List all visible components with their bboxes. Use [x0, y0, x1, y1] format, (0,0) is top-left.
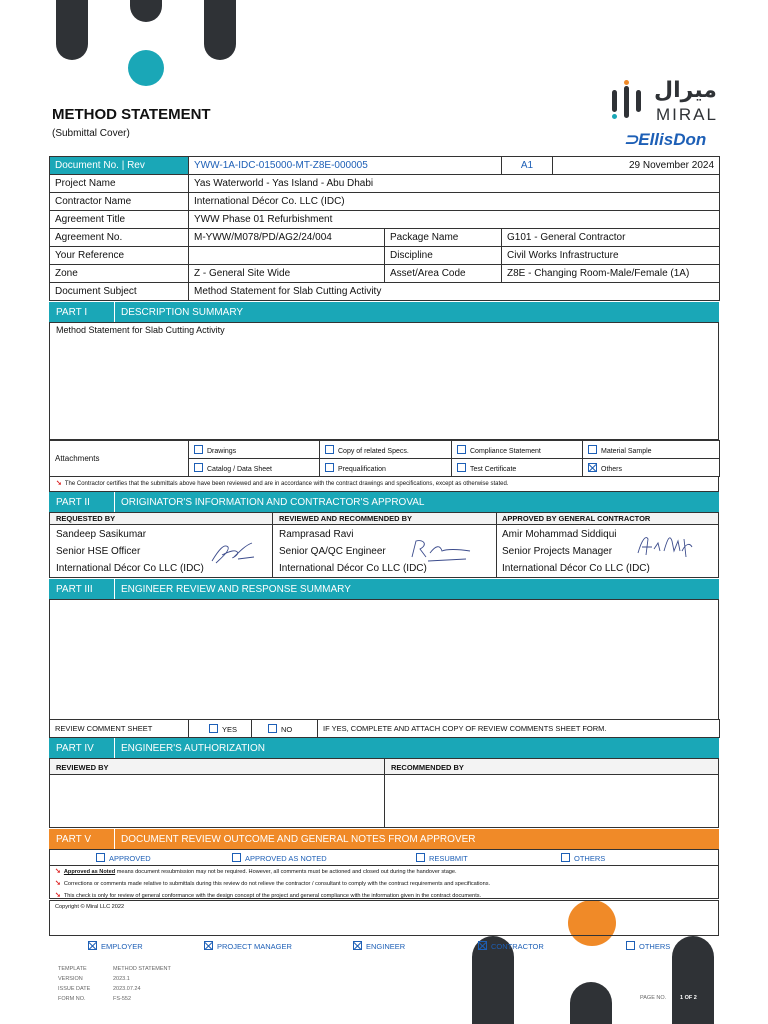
- checkbox-icon[interactable]: [268, 724, 277, 733]
- brand-bar-bottom-2: [570, 982, 612, 1024]
- note-1-bold: Approved as Noted: [63, 869, 116, 875]
- outcome-approved[interactable]: [96, 853, 151, 863]
- distribution-others[interactable]: [626, 941, 670, 951]
- checked-checkbox-icon[interactable]: [353, 941, 362, 950]
- brand-dot-teal: [128, 50, 164, 86]
- certify-note-text: The Contractor certifies that the submittals above have been reviewed and are in accordance with the contract drawings and specifications, except as otherwise stated.: [64, 481, 509, 487]
- part5-number: PART V: [49, 829, 115, 849]
- note-2-text: Corrections or comments made relative to submittals during this review do not relieve the contractor / consultant to comply with the contract requirements and specifications.: [63, 881, 491, 887]
- outcome-resubmit[interactable]: [416, 853, 468, 863]
- part2-header: [49, 492, 719, 512]
- contractor-label: Contractor Name: [50, 193, 189, 211]
- distribution-label: EMPLOYER: [101, 942, 143, 951]
- zone-label: Zone: [50, 265, 189, 283]
- outcome-label: APPROVED: [109, 854, 151, 863]
- attachment-label: Material Sample: [601, 447, 652, 455]
- reviewer-name: Ramprasad Ravi: [279, 529, 354, 540]
- copyright-text: Copyright © Miral LLC 2022: [55, 904, 125, 910]
- agreement-no-label: Agreement No.: [50, 229, 189, 247]
- outcome-options: [49, 849, 719, 866]
- distribution-list: [88, 941, 728, 955]
- authorization-box: [49, 758, 719, 828]
- checkbox-icon[interactable]: [626, 941, 635, 950]
- checkbox-icon[interactable]: [588, 445, 597, 454]
- checkbox-icon[interactable]: [209, 724, 218, 733]
- page-number-label: PAGE NO.: [640, 995, 667, 1001]
- checkbox-icon[interactable]: [457, 445, 466, 454]
- part2-title: ORIGINATOR'S INFORMATION AND CONTRACTOR'S APPROVAL: [121, 496, 425, 508]
- arrow-icon: ➘: [55, 892, 61, 899]
- general-notes: [49, 866, 719, 899]
- reviewer-signature-icon: [406, 535, 476, 565]
- requester-name: Sandeep Sasikumar: [56, 529, 147, 540]
- checkbox-icon[interactable]: [416, 853, 425, 862]
- doc-number-label: Document No. | Rev: [50, 157, 189, 175]
- distribution-label: OTHERS: [639, 942, 671, 951]
- part4-header: [49, 738, 719, 758]
- requester-company: International Décor Co LLC (IDC): [56, 563, 204, 574]
- logo-dot-teal: [612, 114, 617, 119]
- client-logo: [596, 72, 734, 150]
- revision-value: A1: [502, 157, 553, 175]
- approver-name: Amir Mohammad Siddiqui: [502, 529, 617, 540]
- part4-title: ENGINEER'S AUTHORIZATION: [121, 742, 265, 754]
- discipline-value: Civil Works Infrastructure: [502, 247, 720, 265]
- project-name-value: Yas Waterworld - Yas Island - Abu Dhabi: [189, 175, 720, 193]
- attachment-material-sample[interactable]: [583, 441, 720, 459]
- logo-arabic-text: ميرال: [654, 78, 717, 103]
- attachment-label: Prequalification: [338, 465, 386, 473]
- project-name-label: Project Name: [50, 175, 189, 193]
- attachment-specs[interactable]: [320, 441, 452, 459]
- distribution-contractor[interactable]: [478, 941, 544, 951]
- attachment-label: Catalog / Data Sheet: [207, 465, 272, 473]
- approved-by-label: APPROVED BY GENERAL CONTRACTOR: [502, 514, 651, 523]
- issue-date-value: 2023.07.24: [113, 986, 141, 992]
- attachment-label: Copy of related Specs.: [338, 447, 409, 455]
- part2-number: PART II: [49, 492, 115, 512]
- logo-miral-text: MIRAL: [656, 105, 718, 124]
- checked-checkbox-icon[interactable]: [588, 463, 597, 472]
- header-table: [49, 156, 720, 301]
- outcome-label: APPROVED AS NOTED: [245, 854, 327, 863]
- reviewed-by-block: [279, 526, 427, 577]
- attachment-test-certificate[interactable]: [452, 459, 583, 477]
- distribution-label: CONTRACTOR: [491, 942, 544, 951]
- attachment-label: Test Certificate: [470, 465, 517, 473]
- checkbox-icon[interactable]: [457, 463, 466, 472]
- document-title: METHOD STATEMENT: [52, 106, 211, 123]
- part1-number: PART I: [49, 302, 115, 322]
- part4-number: PART IV: [49, 738, 115, 758]
- yes-label: YES: [222, 724, 238, 734]
- certify-note: [50, 476, 718, 490]
- requester-signature-icon: [208, 533, 258, 569]
- logo-ellisdon-text: ⊃EllisDon: [624, 130, 707, 149]
- logo-bar-1: [612, 90, 617, 112]
- distribution-label: ENGINEER: [366, 942, 406, 951]
- logo-bar-2: [624, 86, 629, 118]
- checked-checkbox-icon[interactable]: [88, 941, 97, 950]
- distribution-project-manager[interactable]: [204, 941, 292, 951]
- attachment-label: Drawings: [207, 447, 237, 455]
- reference-value: [189, 247, 385, 265]
- attachment-compliance[interactable]: [452, 441, 583, 459]
- review-comment-table: [49, 719, 720, 738]
- asset-value: Z8E - Changing Room-Male/Female (1A): [502, 265, 720, 283]
- part5-header: [49, 829, 719, 849]
- requested-by-block: [56, 526, 204, 577]
- contractor-value: International Décor Co. LLC (IDC): [189, 193, 720, 211]
- part3-number: PART III: [49, 579, 115, 599]
- part3-header: [49, 579, 719, 599]
- reviewed-by-label: REVIEWED AND RECOMMENDED BY: [279, 514, 413, 523]
- reviewer-company: International Décor Co LLC (IDC): [279, 563, 427, 574]
- document-subtitle: (Submittal Cover): [52, 128, 130, 139]
- checkbox-icon[interactable]: [232, 853, 241, 862]
- attachment-label: Others: [601, 465, 623, 473]
- checkbox-icon[interactable]: [96, 853, 105, 862]
- attachment-prequalification[interactable]: [320, 459, 452, 477]
- checkbox-icon[interactable]: [561, 853, 570, 862]
- review-instruction: IF YES, COMPLETE AND ATTACH COPY OF REVIEW COMMENTS SHEET FORM.: [318, 720, 720, 738]
- part1-header: [49, 302, 719, 322]
- no-label: NO: [281, 724, 293, 734]
- checkbox-icon[interactable]: [325, 463, 334, 472]
- checkbox-icon[interactable]: [194, 463, 203, 472]
- approver-company: International Décor Co LLC (IDC): [502, 563, 650, 574]
- requested-by-label: REQUESTED BY: [56, 514, 116, 523]
- approver-role: Senior Projects Manager: [502, 546, 613, 557]
- reference-label: Your Reference: [50, 247, 189, 265]
- review-no-option[interactable]: [252, 720, 318, 738]
- form-no-value: FS-552: [113, 996, 132, 1002]
- distribution-label: PROJECT MANAGER: [217, 942, 292, 951]
- discipline-label: Discipline: [385, 247, 502, 265]
- arrow-icon: ➘: [55, 868, 61, 875]
- recommended-by-heading: RECOMMENDED BY: [391, 763, 464, 772]
- form-no-label: FORM NO.: [58, 996, 86, 1002]
- reviewed-by-heading: REVIEWED BY: [56, 763, 109, 772]
- footer-values: [113, 964, 171, 1004]
- distribution-employer[interactable]: [88, 941, 143, 951]
- approvals-box: [49, 512, 719, 578]
- part1-title: DESCRIPTION SUMMARY: [121, 306, 244, 318]
- subject-value: Method Statement for Slab Cutting Activity: [189, 283, 720, 301]
- arrow-icon: ➘: [55, 880, 61, 887]
- attachments-label: Attachments: [50, 441, 189, 477]
- checked-checkbox-icon[interactable]: [478, 941, 487, 950]
- description-text: Method Statement for Slab Cutting Activity: [56, 325, 225, 335]
- attachment-label: Compliance Statement: [470, 447, 541, 455]
- outcome-label: RESUBMIT: [429, 854, 468, 863]
- asset-label: Asset/Area Code: [385, 265, 502, 283]
- reviewer-role: Senior QA/QC Engineer: [279, 546, 386, 557]
- copyright-box: [49, 900, 719, 936]
- issue-date-label: ISSUE DATE: [58, 986, 91, 992]
- version-value: 2023.1: [113, 976, 130, 982]
- note-1-text: means document resubmission may not be required. However, all comments must be actioned and closed out during the handover stage.: [115, 869, 457, 875]
- agreement-title-value: YWW Phase 01 Refurbishment: [189, 211, 720, 229]
- note-2: [55, 878, 713, 890]
- subject-label: Document Subject: [50, 283, 189, 301]
- attachment-drawings[interactable]: [189, 441, 320, 459]
- checked-checkbox-icon[interactable]: [204, 941, 213, 950]
- checkbox-icon[interactable]: [325, 445, 334, 454]
- arrow-icon: ➘: [56, 480, 62, 487]
- note-3-text: This check is only for review of general conformance with the design concept of the project and general compliance with the information given in the contract documents.: [63, 893, 482, 899]
- attachment-others[interactable]: [583, 459, 720, 477]
- approver-signature-icon: [634, 529, 698, 561]
- attachment-catalog[interactable]: [189, 459, 320, 477]
- checkbox-icon[interactable]: [194, 445, 203, 454]
- distribution-engineer[interactable]: [353, 941, 405, 951]
- certify-note-box: [49, 476, 719, 492]
- description-box: [49, 322, 719, 440]
- logo-dot-orange: [624, 80, 629, 85]
- outcome-label: OTHERS: [574, 854, 606, 863]
- agreement-no-value: M-YWW/M078/PD/AG2/24/004: [189, 229, 385, 247]
- requester-role: Senior HSE Officer: [56, 546, 141, 557]
- doc-number-value: YWW-1A-IDC-015000-MT-Z8E-000005: [189, 157, 502, 175]
- template-label: TEMPLATE: [58, 966, 87, 972]
- attachments-table: [49, 440, 720, 477]
- version-label: VERSION: [58, 976, 83, 982]
- note-1: [55, 866, 713, 878]
- review-sheet-label: REVIEW COMMENT SHEET: [50, 720, 189, 738]
- part5-title: DOCUMENT REVIEW OUTCOME AND GENERAL NOTES FROM APPROVER: [121, 833, 476, 845]
- package-value: G101 - General Contractor: [502, 229, 720, 247]
- part3-title: ENGINEER REVIEW AND RESPONSE SUMMARY: [121, 583, 351, 595]
- engineer-response-area[interactable]: [49, 599, 719, 720]
- package-label: Package Name: [385, 229, 502, 247]
- brand-bar-top-right: [204, 0, 236, 60]
- template-value: METHOD STATEMENT: [113, 966, 171, 972]
- logo-bar-3: [636, 90, 641, 112]
- agreement-title-label: Agreement Title: [50, 211, 189, 229]
- page-number-value: 1 OF 2: [680, 995, 697, 1001]
- outcome-others[interactable]: [561, 853, 605, 863]
- review-yes-option[interactable]: [189, 720, 252, 738]
- document-date: 29 November 2024: [553, 157, 720, 175]
- footer-meta: [58, 964, 171, 1004]
- brand-bar-top-mid: [130, 0, 162, 22]
- doc-number-row: [50, 157, 720, 175]
- outcome-approved-as-noted[interactable]: [232, 853, 327, 863]
- approved-by-block: [502, 526, 650, 577]
- zone-value: Z - General Site Wide: [189, 265, 385, 283]
- logo-ellisdon-label: EllisDon: [638, 130, 707, 149]
- brand-bar-top-left: [56, 0, 88, 60]
